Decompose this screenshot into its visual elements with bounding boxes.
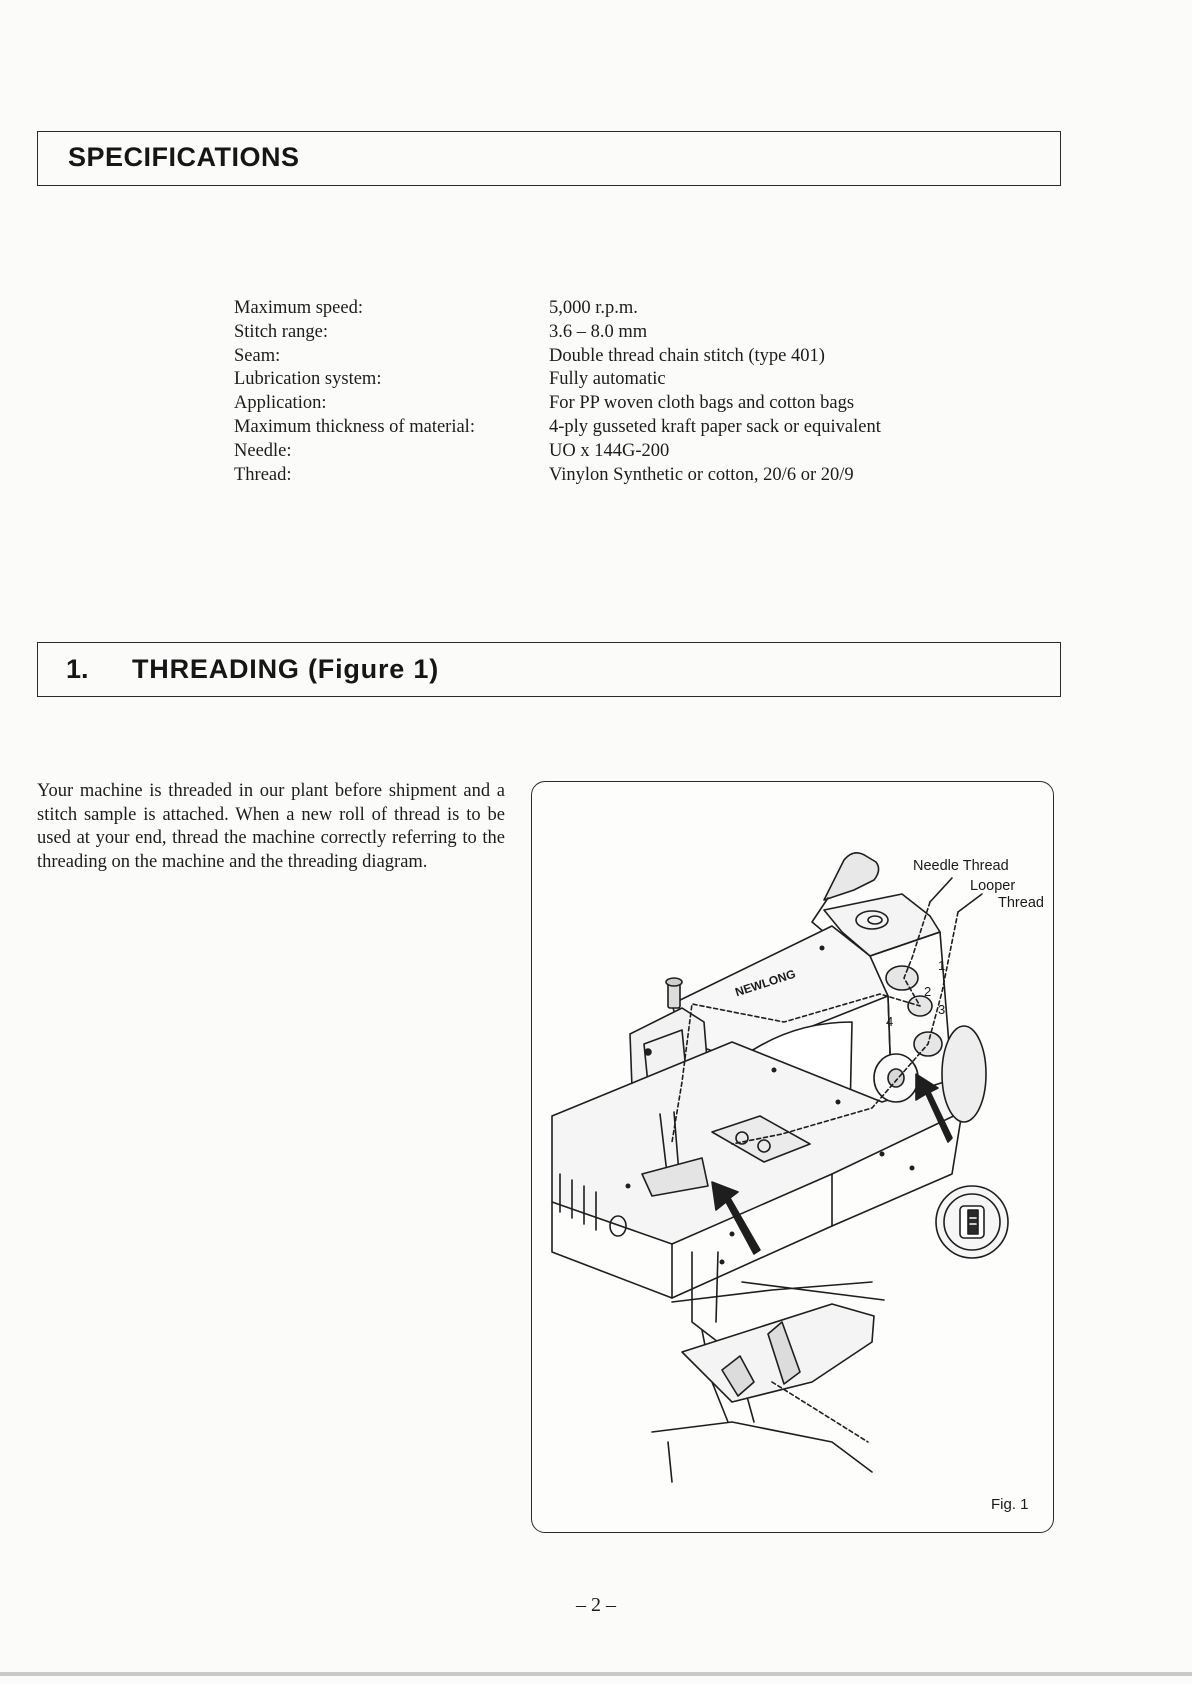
- spec-label: Lubrication system:: [234, 369, 382, 390]
- spec-label: Application:: [234, 393, 327, 414]
- section-number: 1.: [66, 654, 89, 684]
- brand-label: NEWLONG: [733, 966, 798, 1000]
- spec-value: UO x 144G-200: [549, 440, 670, 461]
- spec-value: 3.6 – 8.0 mm: [549, 321, 648, 342]
- threading-header: [37, 642, 1061, 697]
- needle-thread-label: Needle Thread: [913, 858, 1009, 874]
- spec-value: For PP woven cloth bags and cotton bags: [549, 393, 855, 414]
- spec-label: Seam:: [234, 345, 281, 366]
- looper-thread-label: Looper: [970, 878, 1016, 894]
- bottom-rule: [0, 1672, 1192, 1676]
- specifications-header: [37, 131, 1061, 186]
- thread-guide-number: 4: [886, 1014, 894, 1029]
- figure-caption: Fig. 1: [991, 1496, 1029, 1513]
- sewing-machine-illustration: [532, 782, 1054, 1533]
- spec-label: Thread:: [234, 464, 292, 485]
- threading-paragraph: Your machine is threaded in our plant before shipment and a stitch sample is attached. When a new roll of thread is to be used at your end, thread the machine correctly referring to the threading on the machine and the threading diagram.: [37, 781, 505, 872]
- spec-label: Stitch range:: [234, 321, 329, 342]
- spec-value: 5,000 r.p.m.: [549, 298, 638, 318]
- spec-value: 4-ply gusseted kraft paper sack or equivalent: [549, 416, 881, 437]
- section-title: SPECIFICATIONS: [68, 142, 300, 172]
- spec-value: Vinylon Synthetic or cotton, 20/6 or 20/9: [549, 464, 854, 485]
- spec-value: Double thread chain stitch (type 401): [549, 345, 825, 366]
- thread-guide-number: 1: [938, 958, 946, 973]
- spec-label: Needle:: [234, 440, 292, 461]
- threading-figure: [531, 781, 1054, 1533]
- spec-value: Fully automatic: [549, 369, 666, 390]
- spec-label: Maximum thickness of material:: [234, 416, 475, 437]
- section-title: THREADING (Figure 1): [132, 654, 440, 684]
- looper-thread-label: Thread: [998, 895, 1044, 911]
- spec-label: Maximum speed:: [234, 298, 363, 318]
- thread-guide-number: 3: [938, 1002, 946, 1017]
- thread-guide-number: 2: [924, 984, 932, 999]
- page-number: – 2 –: [576, 1594, 616, 1616]
